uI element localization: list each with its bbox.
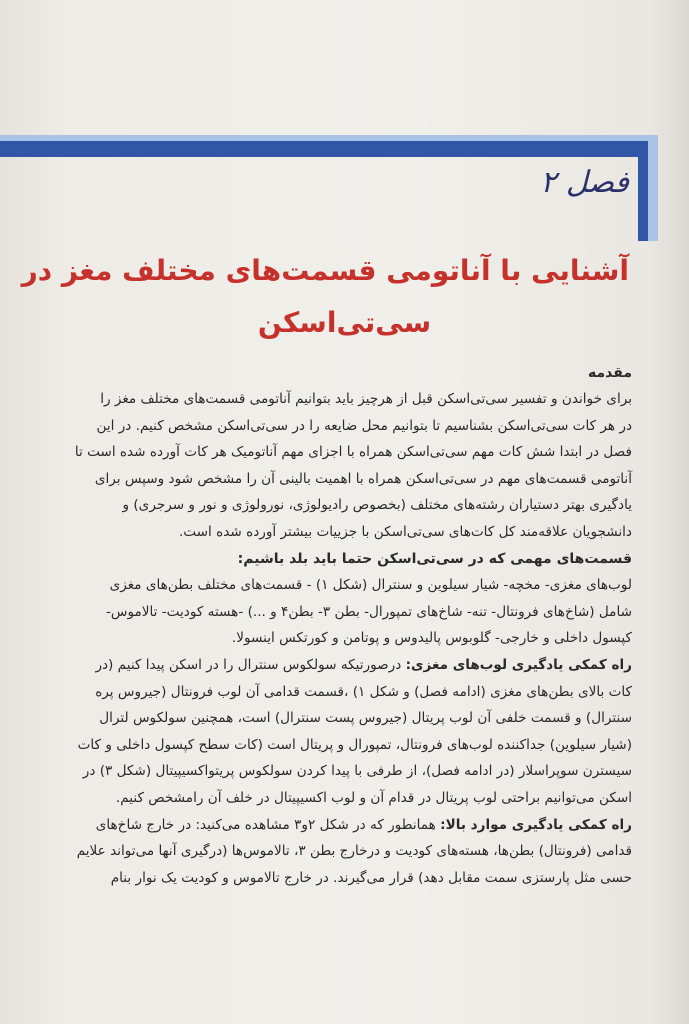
lobes-help-line: [62, 652, 632, 679]
must-know-line: کپسول داخلی و خارجی- گلوبوس پالیدوس و پوتامن و کورتکس اینسولا.: [231, 630, 632, 647]
chapter-number: فصل ۲: [540, 165, 629, 200]
section-heading-intro: مقدمه: [588, 365, 632, 381]
must-know-line: لوب‌های مغزی- مخچه- شیار سیلوین و سنترال (شکل ۱) - قسمت‌های مختلف بطن‌های مغزی: [109, 577, 632, 594]
intro-paragraph: [62, 386, 632, 546]
must-know-line: شامل (شاخ‌های فرونتال- تنه- شاخ‌های تمپورال- بطن ۳- بطن۴ و ...) -هسته کودیت- تالاموس-: [105, 603, 632, 620]
above-help-line: حسی مثل پارستزی سمت مقابل دهد) قرار می‌گیرند. در خارج تالاموس و کودیت یک نوار بنام: [110, 869, 632, 886]
lobes-help-line: (شیار سیلوین) جداکننده لوب‌های فرونتال، تمپورال و پریتال است (کات سطح کپسول داخلی و کات: [77, 736, 632, 753]
chapter-body: [62, 362, 632, 891]
lobes-help-line: سیسترن سوپراسلار (در ادامه فصل)، از طرفی با پیدا کردن سولکوس پریتواکسیپیتال (شکل ۳) در: [82, 763, 632, 780]
lobes-help-line: سنترال) و قسمت خلفی آن لوب پریتال (جیروس پست سنترال) است، همچنین سولکوس لترال: [99, 710, 632, 727]
lobes-help-line: کات بالای بطن‌های مغزی (ادامه فصل) و شکل ۱) ،قسمت قدامی آن لوب فرونتال (جیروس پره: [95, 683, 632, 700]
lobes-help-line: اسکن می‌توانیم براحتی لوب پریتال در قدام آن و لوب اکسیپیتال در خلف آن رامشخص کنیم.: [115, 789, 632, 806]
intro-line: یادگیری بهتر دستیاران رشته‌های مختلف (بخصوص رادیولوژی، نورولوژی و نور و سرجری) و: [122, 497, 632, 514]
must-know-heading: قسمت‌های مهمی که در سی‌تی‌اسکن حتما باید بلد باشیم:: [237, 550, 632, 567]
lobes-help-label: راه کمکی یادگیری لوب‌های مغزی:: [405, 656, 632, 673]
chapter-side-bar-light: [648, 141, 658, 241]
chapter-header-bar-dark: [0, 141, 648, 157]
above-help-label: راه کمکی یادگیری موارد بالا:: [440, 816, 632, 833]
above-help-line: [62, 812, 632, 839]
chapter-title-line-2: سی‌تی‌اسکن: [257, 306, 432, 339]
lobes-help-text: درصورتیکه سولکوس سنترال را در اسکن پیدا کنیم (در: [95, 656, 406, 673]
chapter-title-line-1: آشنایی با آناتومی قسمت‌های مختلف مغز در: [21, 254, 629, 287]
intro-line: دانشجویان علاقه‌مند کل کات‌های سی‌تی‌اسکن با جزییات بیشتر آورده شده است.: [178, 523, 632, 540]
intro-line: آناتومی قسمت‌های مهم در سی‌تی‌اسکن همراه با اهمیت بالینی آن را مشخص شود وسپس برای: [94, 470, 632, 487]
above-help-paragraph: [62, 812, 632, 892]
must-know-paragraph: [62, 572, 632, 652]
lobes-help-paragraph: [62, 652, 632, 812]
chapter-side-bar-dark: [638, 157, 648, 241]
intro-line: برای خواندن و تفسیر سی‌تی‌اسکن قبل از هرچیز باید بتوانیم آناتومی قسمت‌های مختلف مغز را: [100, 391, 632, 407]
intro-line: در هر کات سی‌تی‌اسکن بشناسیم تا بتوانیم محل ضایعه را در سی‌تی‌اسکن مشخص کنیم. در این: [96, 417, 632, 434]
above-help-line: قدامی (فرونتال) بطن‌ها، هسته‌های کودیت و درخارج بطن ۳، تالاموس‌ها (درگیری آنها می‌تواند علایم: [76, 843, 632, 860]
intro-line: فصل در ابتدا شش کات مهم سی‌تی‌اسکن همراه با اجزای مهم آناتومیک هر کات آورده شده است تا: [74, 444, 632, 461]
above-help-text: همانطور که در شکل ۲و۳ مشاهده می‌کنید: در خارج شاخ‌های: [95, 816, 441, 833]
